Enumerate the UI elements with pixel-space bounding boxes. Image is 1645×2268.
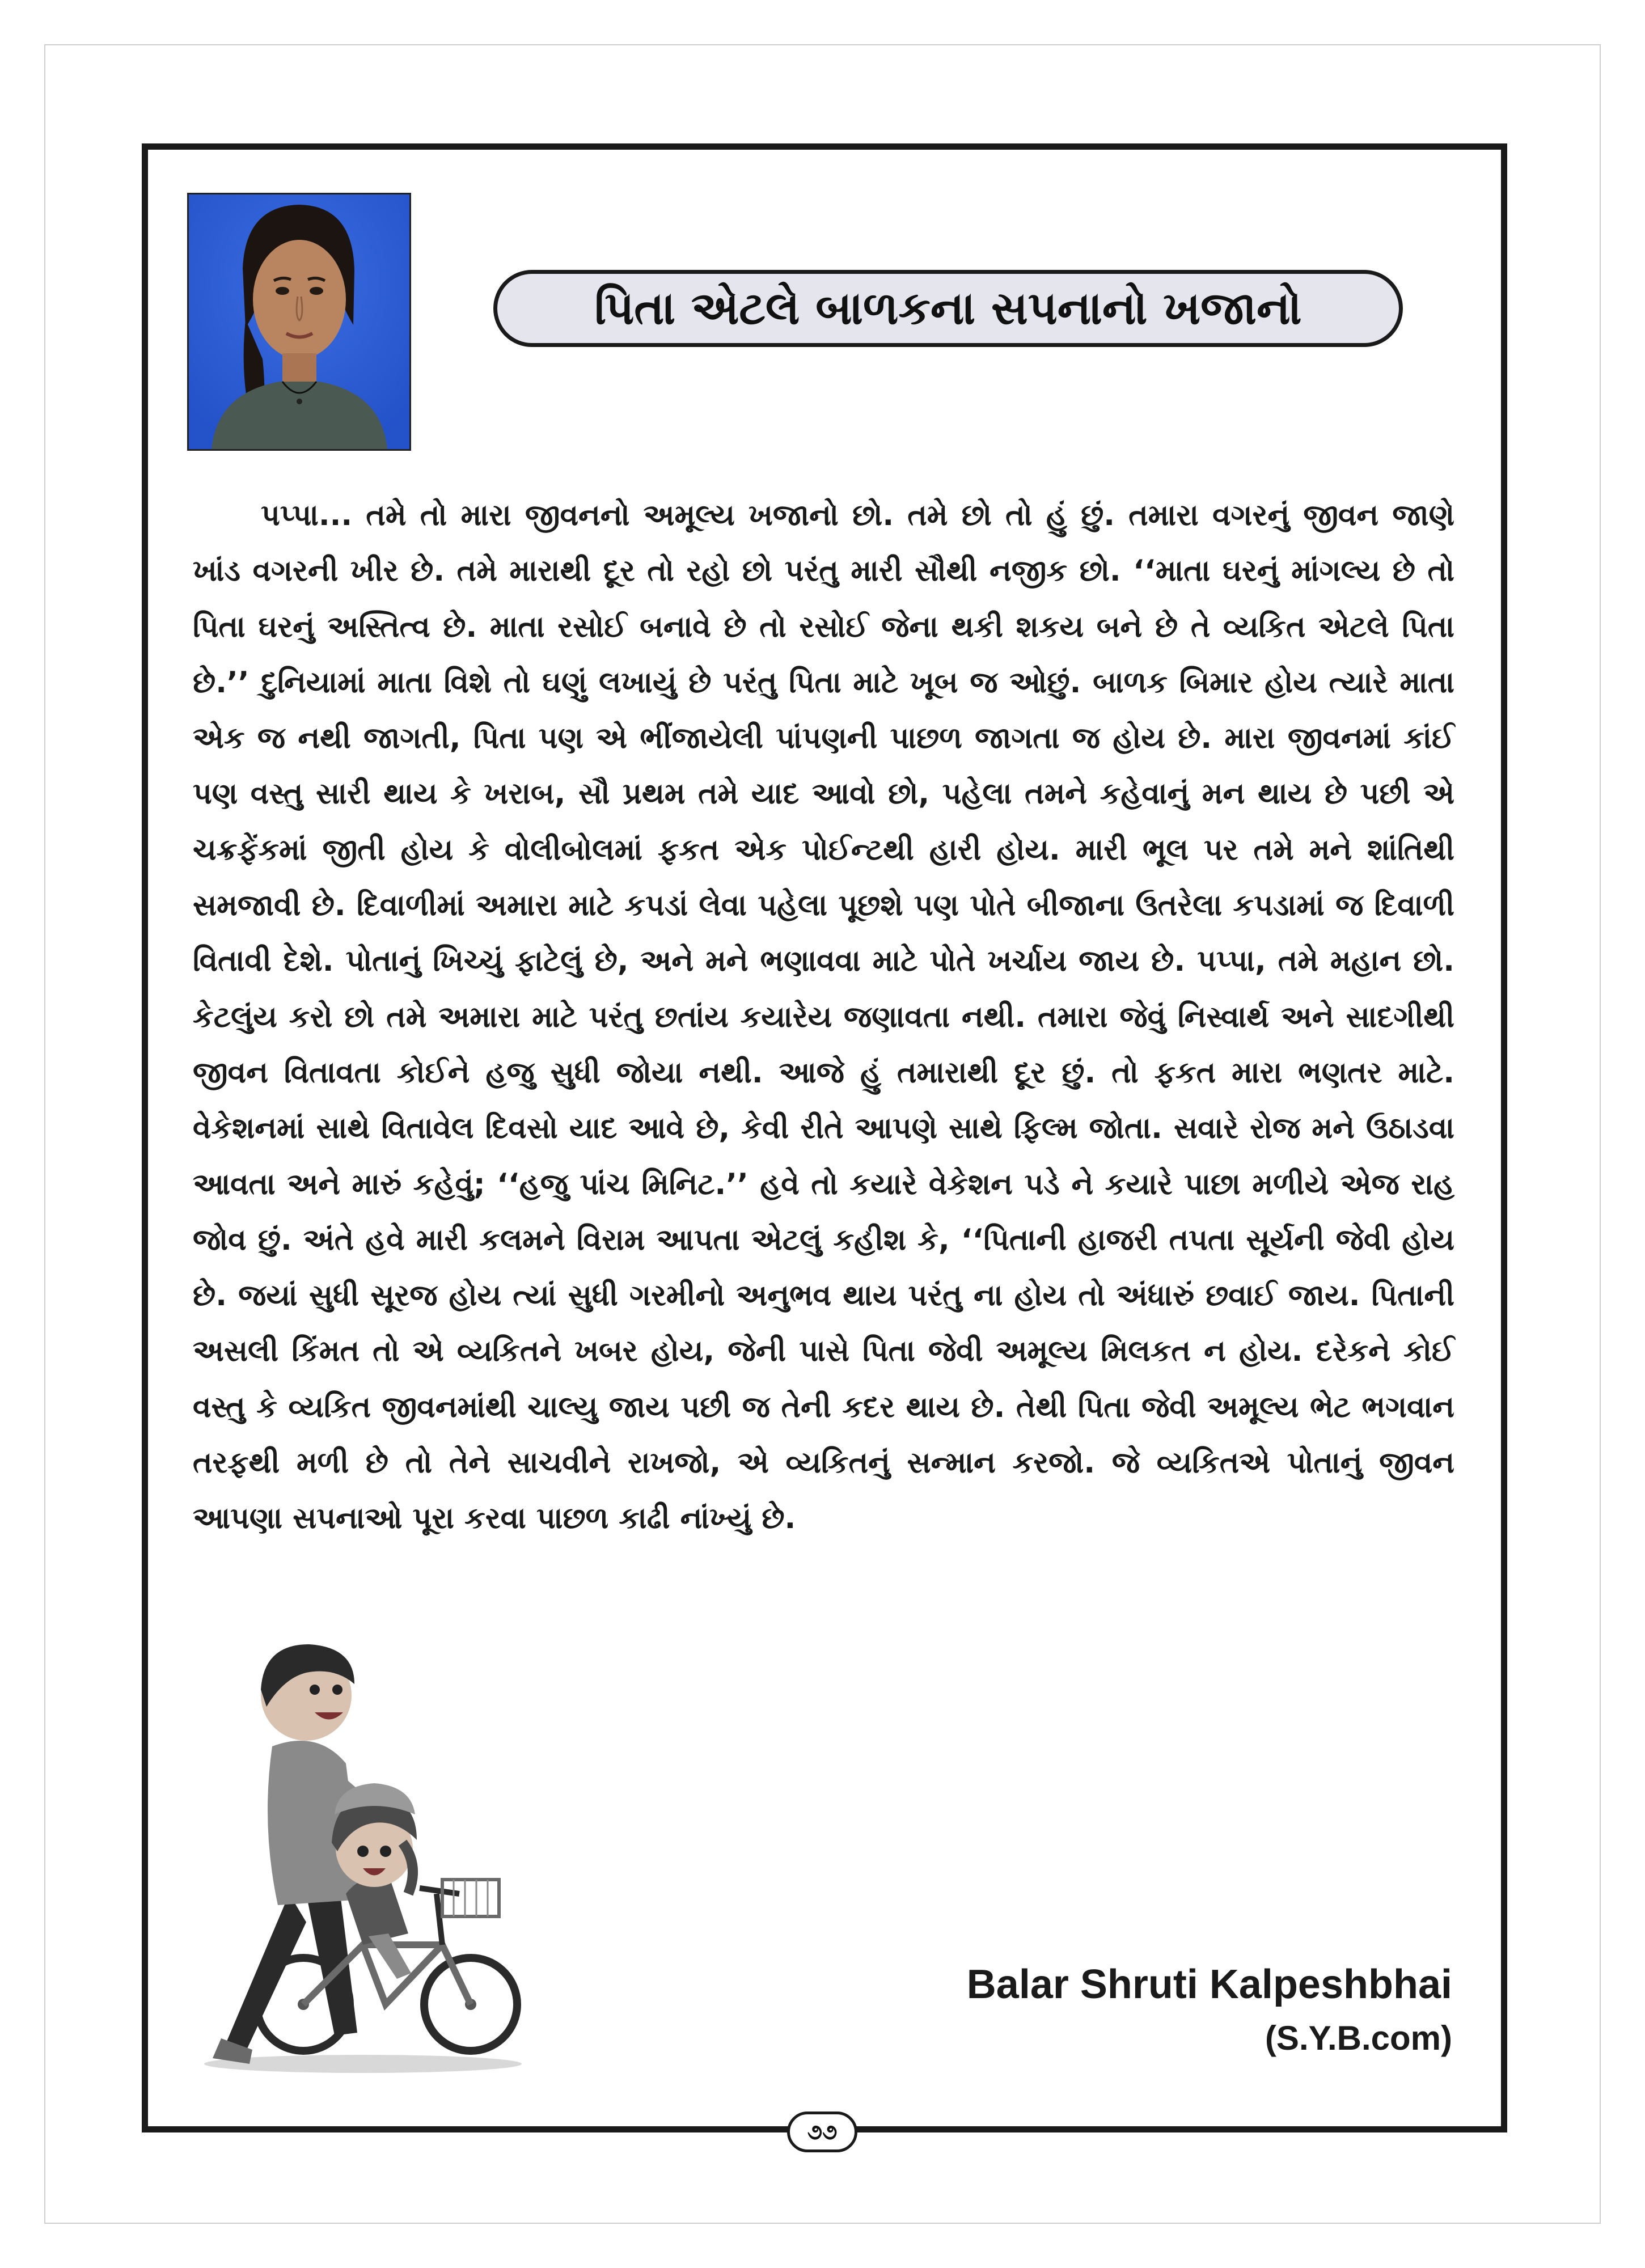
author-photo — [187, 193, 411, 451]
article-title: પિતા એટલે બાળકના સપનાનો ખજાનો — [594, 282, 1302, 335]
author-signature — [967, 1956, 1452, 2064]
page-number: ૭૭ — [787, 2112, 857, 2152]
author-course: (S.Y.B.com) — [1265, 2019, 1452, 2057]
author-name: Balar Shruti Kalpeshbhai — [966, 1962, 1452, 2007]
article-paragraph: પપ્પા... તમે તો મારા જીવનનો અમૂલ્ય ખજાનો છો. તમે છો તો હું છું. તમારા વગરનું જીવન જાણે ખાંડ વગરની ખીર છે. તમે મારાથી દૂર તો રહો છો પરંતુ મારી સૌથી નજીક છો. ‘‘માતા ઘરનું માંગલ્ય છે તો પિતા ઘરનું અસ્તિત્વ છે. માતા રસોઈ બનાવે છે તો રસોઈ જેના થકી શકય બને છે તે વ્યકિત એટલે પિતા છે.’’ દુનિયામાં માતા વિશે તો ઘણું લખાયું છે પરંતુ પિતા માટે ખૂબ જ ઓછું. બાળક બિમાર હોય ત્યારે માતા એક જ નથી જાગતી, પિતા પણ એ ભીંજાયેલી પાંપણની પાછળ જાગતા જ હોય છે. મારા જીવનમાં કાંઈ પણ વસ્તુ સારી થાય કે ખરાબ, સૌ પ્રથમ તમે યાદ આવો છો, પહેલા તમને કહેવાનું મન થાય છે પછી એ ચક્રફેંકમાં જીતી હોય કે વોલીબોલમાં ફકત એક પોઈન્ટથી હારી હોય. મારી ભૂલ પર તમે મને શાંતિથી સમજાવી છે. દિવાળીમાં અમારા માટે કપડાં લેવા પહેલા પૂછશે પણ પોતે બીજાના ઉતરેલા કપડામાં જ દિવાળી વિતાવી દેશે. પોતાનું ખિચ્ચું ફાટેલું છે, અને મને ભણાવવા માટે પોતે ખર્ચાય જાય છે. પપ્પા, તમે મહાન છો. કેટલુંય કરો છો તમે અમારા માટે પરંતુ છતાંય કયારેય જણાવતા નથી. તમારા જેવું નિસ્વાર્થ અને સાદગીથી જીવન વિતાવતા કોઈને હજુ સુધી જોયા નથી. આજે હું તમારાથી દૂર છું. તો ફકત મારા ભણતર માટે. વેકેશનમાં સાથે વિતાવેલ દિવસો યાદ આવે છે, કેવી રીતે આપણે સાથે ફિલ્મ જોતા. સવારે રોજ મને ઉઠાડવા આવતા અને મારું કહેવું; ‘‘હજુ પાંચ મિનિટ.’’ હવે તો કયારે વેકેશન પડે ને કયારે પાછા મળીયે એજ રાહ જોવ છું. અંતે હવે મારી કલમને વિરામ આપતા એટલું કહીશ કે, ‘‘પિતાની હાજરી તપતા સૂર્યની જેવી હોય છે. જયાં સુધી સૂરજ હોય ત્યાં સુધી ગરમીનો અનુભવ થાય પરંતુ ના હોય તો અંધારું છવાઈ જાય. પિતાની અસલી કિંમત તો એ વ્યકિતને ખબર હોય, જેની પાસે પિતા જેવી અમૂલ્ય મિલકત ન હોય. દરેકને કોઈ વસ્તુ કે વ્યકિત જીવનમાંથી ચાલ્યુ જાય પછી જ તેની કદર થાય છે. તેથી પિતા જેવી અમૂલ્ય ભેટ ભગવાન તરફથી મળી છે તો તેને સાચવીને રાખજો, એ વ્યકિતનું સન્માન કરજો. જે વ્યકિતએ પોતાનું જીવન આપણા સપનાઓ પૂરા કરવા પાછળ કાઢી નાંખ્યું છે. — [193, 498, 1454, 1536]
father-daughter-bicycle-illustration — [193, 1627, 578, 2075]
article-body — [193, 488, 1454, 1547]
article-title-banner — [493, 270, 1403, 347]
